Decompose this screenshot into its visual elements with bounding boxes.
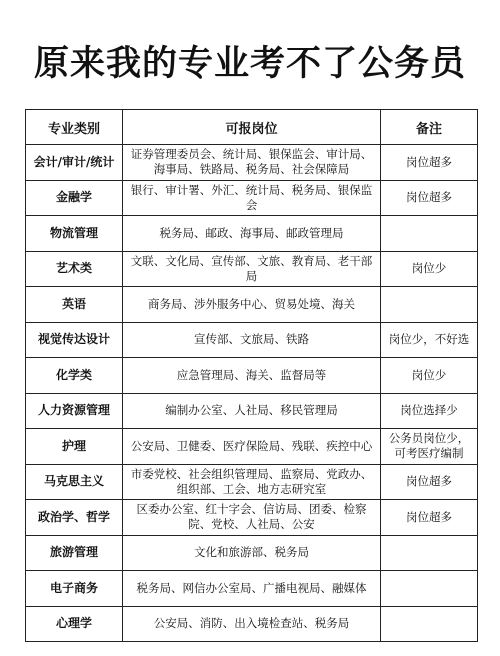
- major-cell: 护理: [26, 429, 123, 465]
- note-cell: 公务员岗位少，可考医疗编制: [381, 429, 478, 465]
- header-note: 备注: [381, 110, 478, 145]
- note-cell: 岗位少: [381, 251, 478, 287]
- major-cell: 马克思主义: [26, 464, 123, 500]
- table-row: [26, 251, 478, 287]
- note-cell: 岗位超多: [381, 145, 478, 181]
- page-title: 原来我的专业考不了公务员: [33, 44, 466, 84]
- major-cell: 英语: [26, 287, 123, 323]
- table-row: [26, 322, 478, 358]
- positions-cell: 证券管理委员会、统计局、银保监会、审计局、海事局、铁路局、税务局、社会保障局: [123, 145, 381, 181]
- positions-cell: 文化和旅游部、税务局: [123, 535, 381, 571]
- positions-cell: 应急管理局、海关、监督局等: [123, 358, 381, 394]
- note-cell: [381, 606, 478, 642]
- major-cell: 金融学: [26, 180, 123, 216]
- major-cell: 旅游管理: [26, 535, 123, 571]
- table-row: [26, 606, 478, 642]
- positions-cell: 公安局、消防、出入境检查站、税务局: [123, 606, 381, 642]
- note-cell: 岗位选择少: [381, 393, 478, 429]
- positions-cell: 公安局、卫健委、医疗保险局、残联、疾控中心: [123, 429, 381, 465]
- table-header-row: [26, 110, 478, 145]
- header-major: 专业类别: [26, 110, 123, 145]
- table-row: [26, 500, 478, 536]
- note-cell: 岗位超多: [381, 180, 478, 216]
- table-row: [26, 358, 478, 394]
- table-row: [26, 464, 478, 500]
- positions-cell: 市委党校、社会组织管理局、监察局、党政办、组织部、工会、地方志研究室: [123, 464, 381, 500]
- positions-cell: 税务局、邮政、海事局、邮政管理局: [123, 216, 381, 252]
- major-cell: 心理学: [26, 606, 123, 642]
- major-cell: 人力资源管理: [26, 393, 123, 429]
- header-positions: 可报岗位: [123, 110, 381, 145]
- positions-cell: 区委办公室、红十字会、信访局、团委、检察院、党校、人社局、公安: [123, 500, 381, 536]
- table-row: [26, 287, 478, 323]
- table-row: [26, 429, 478, 465]
- positions-cell: 银行、审计署、外汇、统计局、税务局、银保监会: [123, 180, 381, 216]
- note-cell: 岗位超多: [381, 464, 478, 500]
- table-row: [26, 180, 478, 216]
- major-cell: 化学类: [26, 358, 123, 394]
- table-row: [26, 535, 478, 571]
- note-cell: [381, 216, 478, 252]
- note-cell: 岗位超多: [381, 500, 478, 536]
- note-cell: 岗位少: [381, 358, 478, 394]
- major-cell: 物流管理: [26, 216, 123, 252]
- positions-cell: 宣传部、文旅局、铁路: [123, 322, 381, 358]
- table-row: [26, 571, 478, 607]
- majors-table: [25, 109, 478, 642]
- major-cell: 政治学、哲学: [26, 500, 123, 536]
- major-cell: 艺术类: [26, 251, 123, 287]
- major-cell: 电子商务: [26, 571, 123, 607]
- major-cell: 视觉传达设计: [26, 322, 123, 358]
- table-row: [26, 393, 478, 429]
- major-cell: 会计/审计/统计: [26, 145, 123, 181]
- note-cell: 岗位少，不好选: [381, 322, 478, 358]
- table-row: [26, 145, 478, 181]
- positions-cell: 编制办公室、人社局、移民管理局: [123, 393, 381, 429]
- note-cell: [381, 571, 478, 607]
- note-cell: [381, 287, 478, 323]
- positions-cell: 税务局、网信办公室局、广播电视局、融媒体: [123, 571, 381, 607]
- note-cell: [381, 535, 478, 571]
- positions-cell: 商务局、涉外服务中心、贸易处境、海关: [123, 287, 381, 323]
- positions-cell: 文联、文化局、宣传部、文旅、教育局、老干部局: [123, 251, 381, 287]
- table-row: [26, 216, 478, 252]
